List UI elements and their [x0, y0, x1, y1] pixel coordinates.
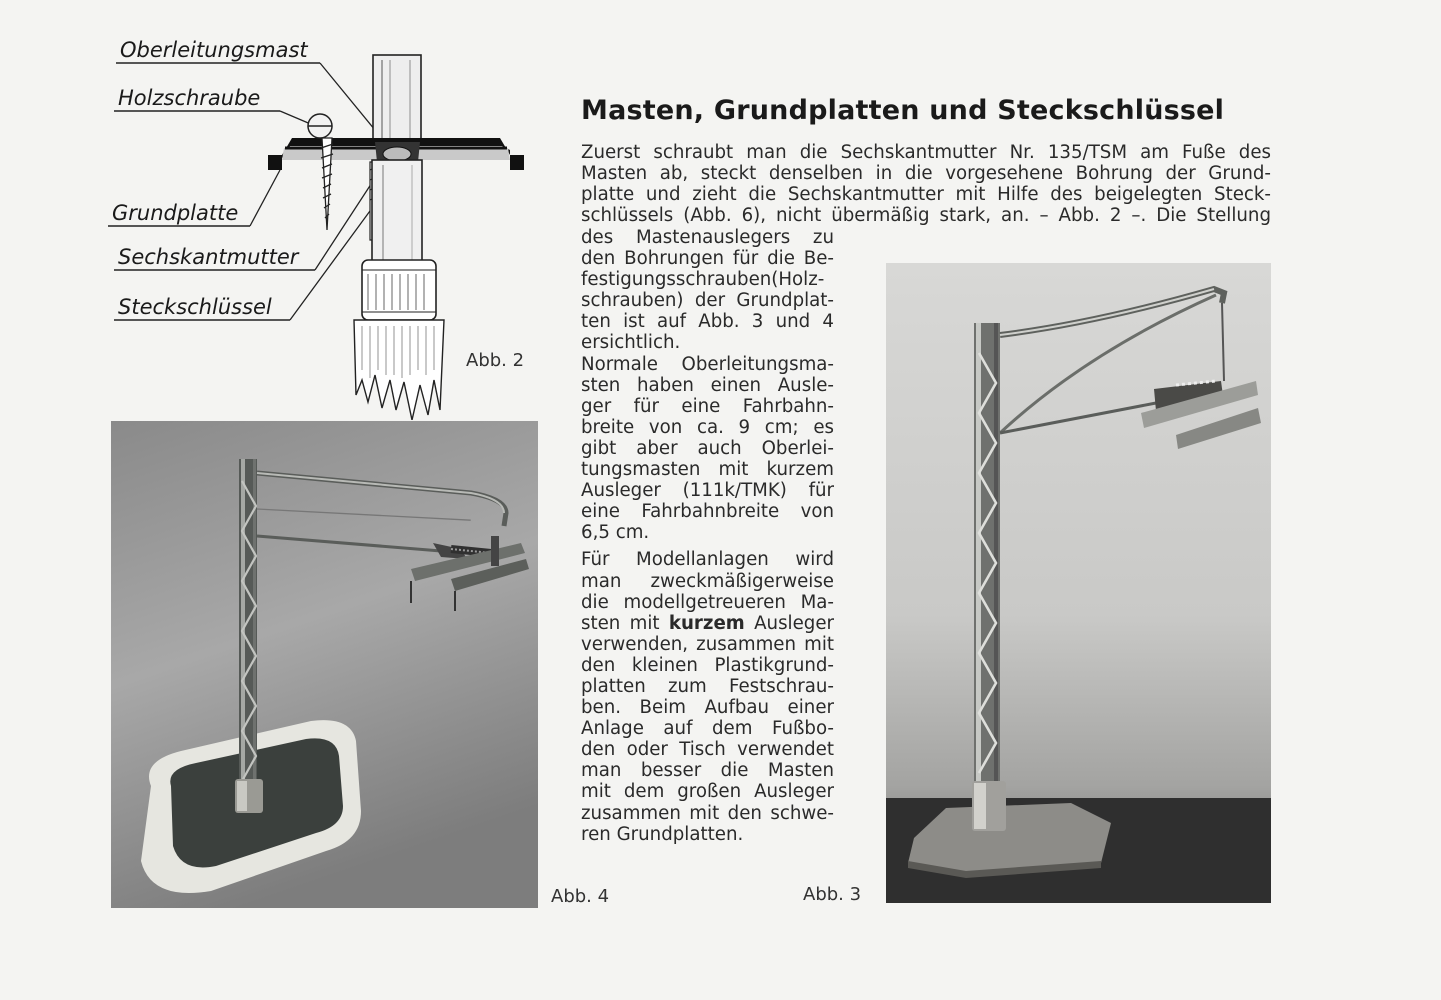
text-line: verwenden, zusammen mit	[581, 633, 834, 655]
text-line: tungsmasten mit kurzem	[581, 459, 834, 481]
text-line: ben. Beim Aufbau einer	[581, 697, 834, 719]
caption-abb4: Abb. 4	[551, 886, 610, 907]
text-line: festigungsschrauben(Holz-	[581, 269, 825, 291]
text-line: gibt aber auch Oberlei-	[581, 437, 834, 459]
text-line: platten zum Festschrau-	[581, 675, 834, 697]
text-line: breite von ca. 9 cm; es	[581, 416, 834, 438]
intro-line: schlüssels (Abb. 6), nicht übermäßig stark, an. – Abb. 2 –. Die Stellung	[581, 205, 1271, 227]
text-line: ger für eine Fahrbahn-	[581, 395, 834, 417]
bold-word-kurzem: kurzem	[668, 612, 745, 634]
text-line: den kleinen Plastikgrund-	[581, 654, 834, 676]
text-line: die modellgetreueren Ma-	[581, 591, 834, 613]
text-line: 6,5 cm.	[581, 522, 650, 544]
text-line: man zweckmäßigerweise	[581, 570, 834, 592]
text-line: Ausleger (111k/TMK) für	[581, 480, 834, 502]
text-line: eine Fahrbahnbreite von	[581, 501, 834, 523]
text-line: schrauben) der Grundplat-	[581, 290, 834, 312]
text-line: den oder Tisch verwendet	[581, 739, 834, 761]
label-sechskantmutter: Sechskantmutter	[118, 245, 299, 269]
text-line: man besser die Masten	[581, 760, 834, 782]
text-line: Normale Oberleitungsma-	[581, 353, 834, 375]
intro-line: platte und zieht die Sechskantmutter mit Hilfe des beigelegten Steck-	[581, 184, 1271, 206]
text-column	[581, 227, 834, 845]
text-line: zusammen mit den schwe-	[581, 802, 834, 824]
text-line: den Bohrungen für die Be-	[581, 248, 834, 270]
text-fragment: Ausleger	[754, 612, 834, 634]
text-line: mit dem großen Ausleger	[581, 781, 834, 803]
text-line: sten haben einen Ausle-	[581, 374, 834, 396]
page-title: Masten, Grundplatten und Steckschlüssel	[581, 95, 1225, 126]
text-fragment: sten mit	[581, 612, 660, 634]
text-line	[581, 613, 834, 634]
text-line: ten ist auf Abb. 3 und 4	[581, 311, 834, 333]
caption-abb2: Abb. 2	[466, 350, 525, 371]
text-line: ren Grundplatten.	[581, 823, 744, 845]
intro-paragraph	[581, 142, 1271, 226]
label-oberleitungsmast: Oberleitungsmast	[120, 38, 308, 62]
caption-abb3: Abb. 3	[803, 884, 862, 905]
text-line: Für Modellanlagen wird	[581, 549, 834, 571]
text-line: ersichtlich.	[581, 332, 681, 354]
photo-large-mast-metal-base	[886, 263, 1271, 903]
label-steckschluessel: Steckschlüssel	[118, 295, 272, 319]
label-grundplatte: Grundplatte	[112, 201, 239, 225]
text-line: des Mastenauslegers zu	[581, 227, 834, 248]
photo-short-mast-plastic-base	[111, 421, 538, 908]
intro-line: Zuerst schraubt man die Sechskantmutter Nr. 135/TSM am Fuße des	[581, 142, 1271, 163]
label-holzschraube: Holzschraube	[118, 86, 261, 110]
text-line: Anlage auf dem Fußbo-	[581, 718, 834, 740]
intro-line: Masten ab, steckt denselben in die vorgesehene Bohrung der Grund-	[581, 163, 1271, 185]
